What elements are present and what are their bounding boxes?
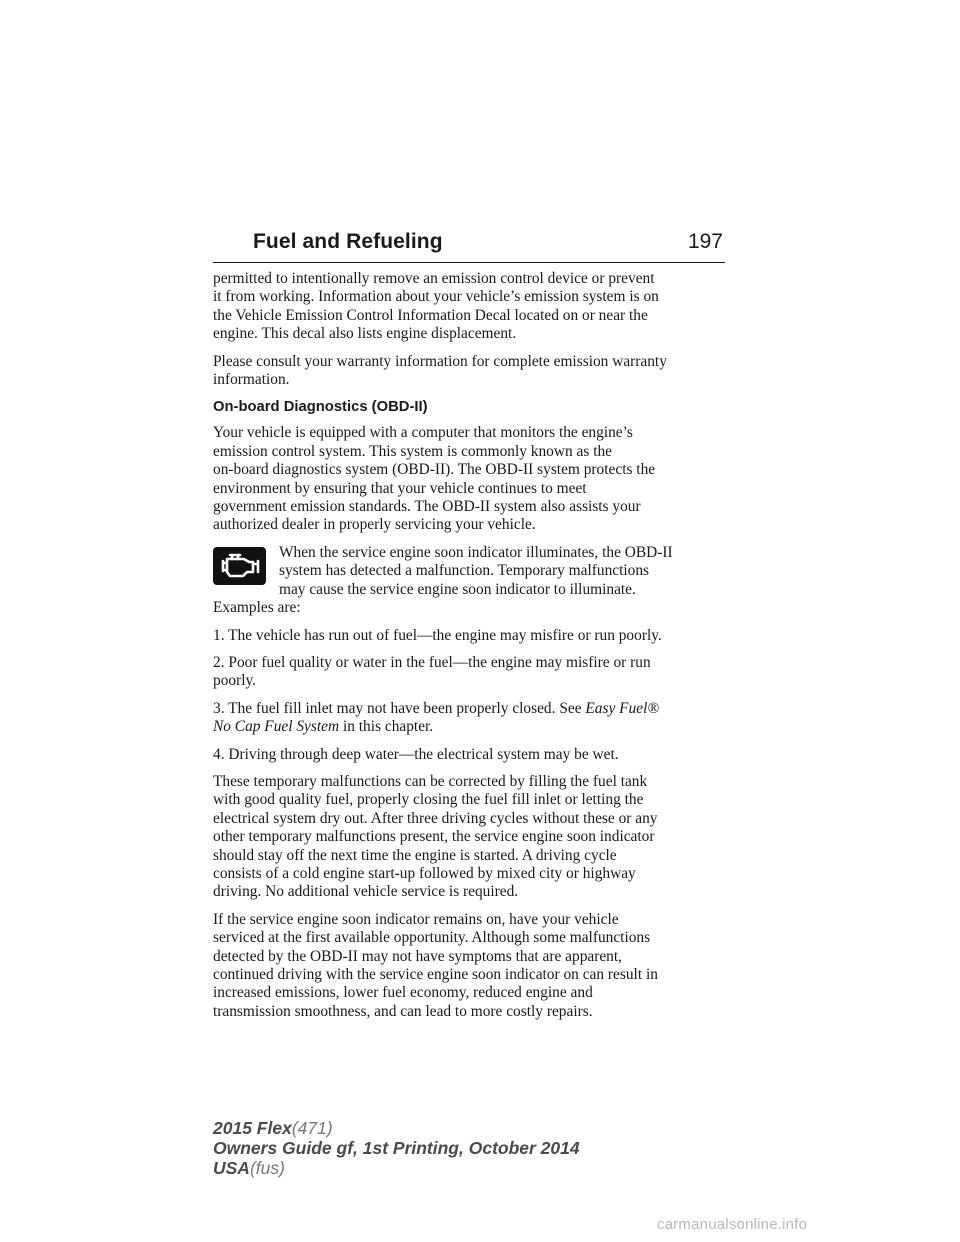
list-item-4 [213, 746, 728, 764]
list-item-1 [213, 627, 728, 645]
text-line: poorly. [213, 672, 257, 690]
text-line: system has detected a malfunction. Temporary malfunctions [279, 562, 650, 580]
text-line: 4. Driving through deep water—the electrical system may be wet. [213, 745, 619, 763]
text-line: consists of a cold engine start-up followed by mixed city or highway [213, 864, 636, 882]
section-heading-obd: On-board Diagnostics (OBD-II) [213, 399, 428, 416]
footer-market: USA [213, 1158, 250, 1178]
footer-model-line [213, 1118, 580, 1138]
text-line: transmission smoothness, and can lead to more costly repairs. [213, 1002, 593, 1020]
text-line: emission control system. This system is commonly known as the [213, 442, 612, 460]
text-line: These temporary malfunctions can be corrected by filling the fuel tank [213, 772, 648, 790]
text-line: increased emissions, lower fuel economy, reduced engine and [213, 984, 593, 1002]
chapter-title: Fuel and Refueling [253, 230, 443, 253]
text-line: 1. The vehicle has run out of fuel—the engine may misfire or run poorly. [213, 626, 662, 644]
text-line: electrical system dry out. After three driving cycles without these or any [213, 809, 658, 827]
easy-fuel-reference: Easy Fuel® [585, 699, 660, 717]
page-number: 197 [687, 230, 723, 253]
item3-prefix: 3. The fuel fill inlet may not have been properly closed. See [213, 699, 586, 717]
watermark: carmanualsonline.info [657, 1216, 808, 1233]
list-item-3 [213, 700, 728, 737]
page-content [213, 270, 728, 1030]
text-line: other temporary malfunctions present, the service engine soon indicator [213, 828, 655, 846]
item3-suffix: in this chapter. [339, 718, 434, 736]
footer-model: 2015 Flex [213, 1118, 292, 1138]
paragraph-temporary-malfunctions [213, 773, 728, 902]
list-item-2 [213, 654, 728, 691]
text-line: Please consult your warranty information for complete emission warranty [213, 352, 667, 370]
text-line: 2. Poor fuel quality or water in the fuel—the engine may misfire or run [213, 653, 651, 671]
page-header [213, 228, 725, 263]
text-line: detected by the OBD-II may not have symptoms that are apparent, [213, 947, 623, 965]
footer-guide-line: Owners Guide gf, 1st Printing, October 2014 [213, 1138, 580, 1158]
text-line: may cause the service engine soon indicator to illuminate. [279, 580, 636, 598]
paragraph-obd-intro [213, 424, 728, 534]
text-line: permitted to intentionally remove an emission control device or prevent [213, 270, 655, 287]
text-line: serviced at the first available opportunity. Although some malfunctions [213, 929, 651, 947]
text-line: the Vehicle Emission Control Information Decal located on or near the [213, 306, 648, 324]
text-line: Examples are: [213, 599, 301, 617]
text-line: with good quality fuel, properly closing the fuel fill inlet or letting the [213, 791, 644, 809]
text-line: should stay off the next time the engine is started. A driving cycle [213, 846, 617, 864]
text-line: information. [213, 371, 290, 389]
text-line: it from working. Information about your vehicle’s emission system is on [213, 288, 659, 306]
text-line: environment by ensuring that your vehicle continues to meet [213, 479, 587, 497]
footer-market-line [213, 1158, 580, 1178]
paragraph-indicator [213, 544, 728, 618]
text-line: authorized dealer in properly servicing your vehicle. [213, 516, 536, 534]
page-footer [213, 1118, 580, 1178]
text-line: engine. This decal also lists engine displacement. [213, 325, 517, 343]
check-engine-icon [213, 547, 266, 585]
text-line [213, 700, 728, 718]
text-line: When the service engine soon indicator illuminates, the OBD-II [279, 543, 673, 561]
no-cap-fuel-system-reference: No Cap Fuel System [213, 718, 340, 736]
footer-market-code: (fus) [249, 1158, 285, 1178]
text-line: Your vehicle is equipped with a computer that monitors the engine’s [213, 424, 633, 442]
footer-model-code: (471) [291, 1118, 333, 1138]
text-line [213, 718, 728, 736]
text-line: continued driving with the service engine soon indicator on can result in [213, 966, 658, 983]
paragraph-emission-tampering [213, 270, 728, 344]
paragraph-indicator-remains-on [213, 911, 728, 1021]
text-line: If the service engine soon indicator remains on, have your vehicle [213, 910, 619, 928]
text-line: driving. No additional vehicle service is required. [213, 883, 519, 901]
text-line: government emission standards. The OBD-II system also assists your [213, 498, 641, 516]
text-line: on-board diagnostics system (OBD-II). The OBD-II system protects the [213, 461, 656, 479]
paragraph-warranty [213, 353, 728, 390]
